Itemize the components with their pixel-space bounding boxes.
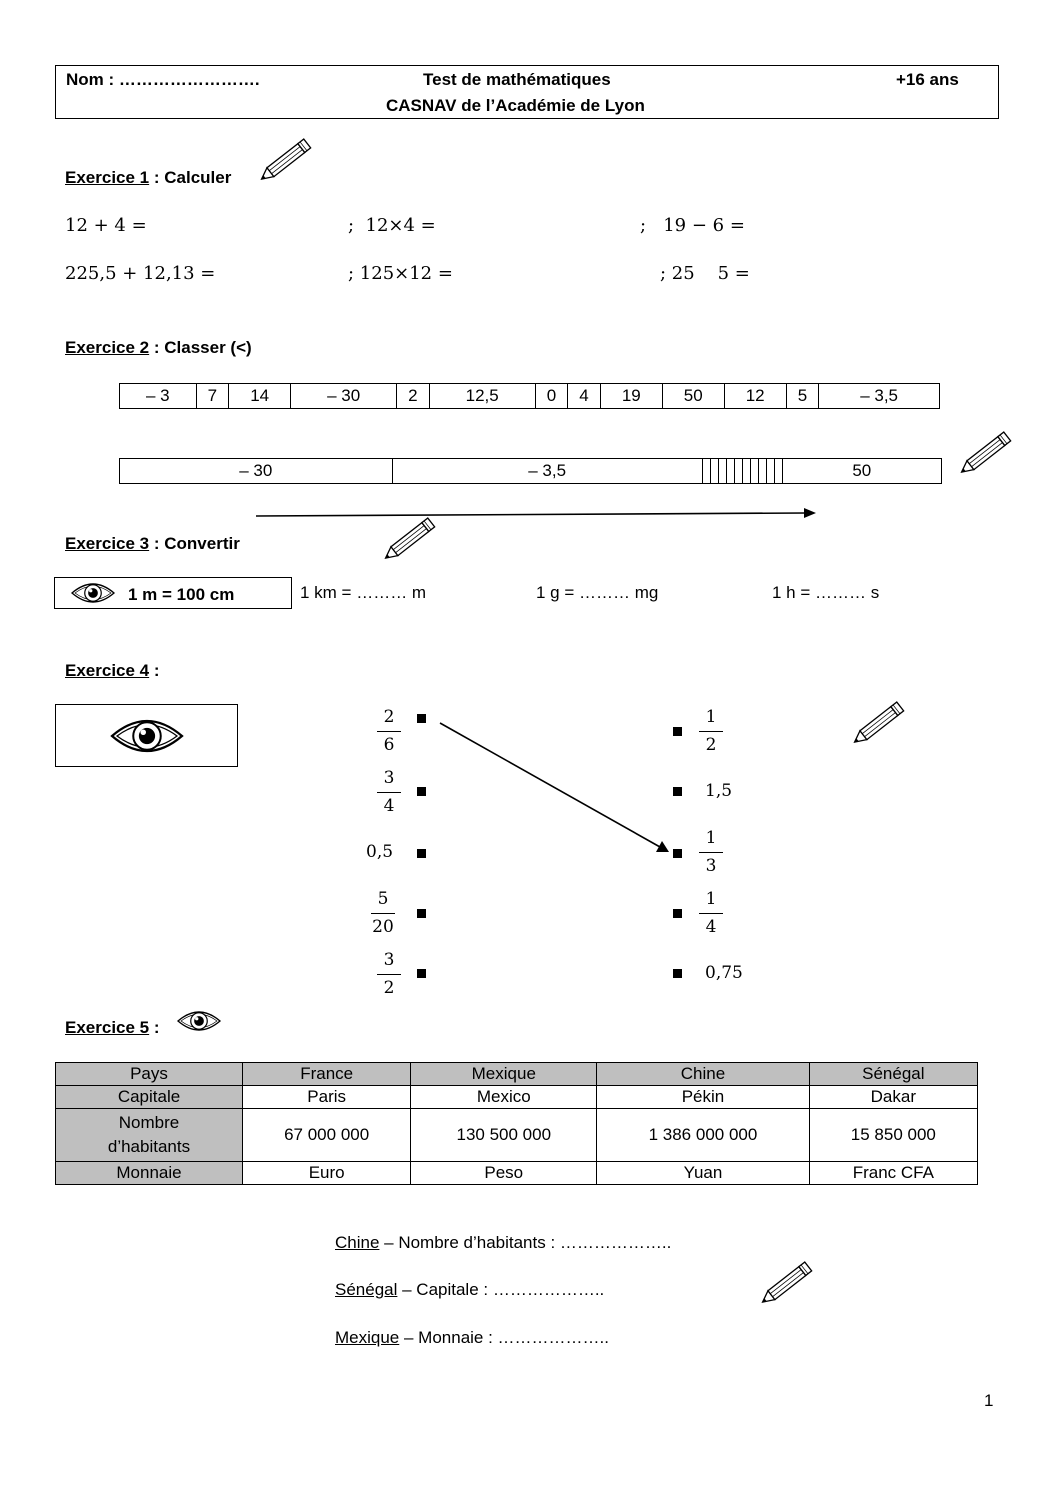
denominator: 3	[705, 856, 717, 876]
number-cell: 2	[397, 384, 430, 409]
left-value-1	[369, 706, 409, 756]
conversion-example: 1 m = 100 cm	[128, 585, 235, 604]
question-mexico	[335, 1328, 609, 1348]
denominator: 20	[372, 917, 394, 937]
conversion-h: 1 h = ……… s	[772, 583, 880, 602]
row-header-line: Nombre	[118, 1113, 180, 1132]
currency-cell: Franc CFA	[809, 1162, 977, 1185]
exercise-3-title	[65, 534, 240, 554]
test-title: Test de mathématiques	[423, 70, 611, 89]
left-dot[interactable]	[417, 969, 426, 978]
conversion-g: 1 g = ……… mg	[536, 583, 659, 602]
left-value-3: 0,5	[366, 842, 394, 862]
ex1-op-4: 225,5 + 12,13 =	[65, 263, 216, 284]
population-cell: 15 850 000	[809, 1109, 977, 1162]
right-value-1	[691, 706, 731, 756]
table-row	[56, 1063, 978, 1086]
right-dot[interactable]	[673, 909, 682, 918]
numerator: 1	[705, 707, 717, 727]
ex1-op-6: ; 25 5 =	[660, 263, 750, 284]
left-value-5	[369, 949, 409, 999]
denominator: 2	[383, 978, 395, 998]
right-value-3	[691, 827, 731, 877]
number-cell: 19	[600, 384, 662, 409]
number-cell: – 30	[291, 384, 397, 409]
table-row	[56, 1162, 978, 1185]
denominator: 6	[383, 735, 395, 755]
right-dot[interactable]	[673, 969, 682, 978]
capital-cell: Paris	[243, 1086, 411, 1109]
denominator: 2	[705, 735, 717, 755]
number-cell: 50	[662, 384, 724, 409]
left-dot[interactable]	[417, 909, 426, 918]
exercise-1-title	[65, 168, 231, 188]
exercise-4-title	[65, 661, 160, 681]
right-value-2: 1,5	[705, 781, 733, 801]
country-cell: France	[243, 1063, 411, 1086]
country-cell: Chine	[597, 1063, 809, 1086]
answer-cell[interactable]	[734, 459, 742, 484]
numerator: 1	[705, 889, 717, 909]
exercise-1-label: Exercice 1	[65, 168, 150, 187]
row-header: Pays	[56, 1063, 243, 1086]
table-row	[56, 1086, 978, 1109]
exercise-2-label: Exercice 2	[65, 338, 150, 357]
name-field: Nom : …………………….	[66, 70, 260, 89]
left-value-4	[363, 888, 403, 938]
ex1-op-1: 12 + 4 =	[65, 215, 147, 236]
pencil-icon	[845, 698, 911, 754]
ex1-op-2: ; 12×4 =	[348, 215, 436, 236]
pencil-icon	[753, 1258, 819, 1314]
conversion-km: 1 km = ……… m	[300, 583, 427, 602]
countries-table	[55, 1062, 978, 1185]
capital-cell: Pékin	[597, 1086, 809, 1109]
answer-cell[interactable]	[742, 459, 750, 484]
answer-cell[interactable]	[758, 459, 766, 484]
number-cell: 12,5	[429, 384, 535, 409]
numerator: 3	[383, 768, 395, 788]
academy-subtitle: CASNAV de l’Académie de Lyon	[386, 96, 645, 115]
population-cell: 1 386 000 000	[597, 1109, 809, 1162]
number-cell: 5	[786, 384, 819, 409]
order-arrow	[254, 506, 824, 522]
currency-cell: Yuan	[597, 1162, 809, 1185]
answer-cell[interactable]	[750, 459, 758, 484]
capital-cell: Dakar	[809, 1086, 977, 1109]
left-value-2	[369, 767, 409, 817]
number-cell: 7	[196, 384, 229, 409]
number-cell: 4	[568, 384, 601, 409]
exercise-3-label: Exercice 3	[65, 534, 150, 553]
right-value-5: 0,75	[705, 963, 743, 983]
row-header-line: d’habitants	[107, 1137, 191, 1156]
eye-icon	[65, 578, 121, 608]
left-dot[interactable]	[417, 714, 426, 723]
exercise-3-instruction: : Convertir	[149, 534, 240, 553]
answer-cell: – 30	[120, 459, 393, 484]
currency-cell: Euro	[243, 1162, 411, 1185]
number-cell: – 3	[120, 384, 197, 409]
row-header-population	[56, 1109, 243, 1162]
right-value-4	[691, 888, 731, 938]
exercise-5-label: Exercice 5	[65, 1018, 150, 1037]
header-box	[55, 65, 999, 119]
example-box	[55, 704, 238, 767]
question-text: – Monnaie : ………………..	[399, 1328, 609, 1347]
ex1-op-5: ; 125×12 =	[348, 263, 453, 284]
numerator: 1	[705, 828, 717, 848]
exercise-4-label: Exercice 4	[65, 661, 150, 680]
answer-cell[interactable]	[726, 459, 734, 484]
question-china	[335, 1233, 671, 1253]
number-cell: 0	[535, 384, 568, 409]
answer-cell: – 3,5	[392, 459, 702, 484]
pencil-icon	[376, 514, 442, 570]
numerator: 3	[383, 950, 395, 970]
country-cell: Mexique	[411, 1063, 597, 1086]
example-match-arrow	[436, 718, 686, 868]
denominator: 4	[383, 796, 395, 816]
number-cell: – 3,5	[819, 384, 940, 409]
question-senegal	[335, 1280, 604, 1300]
denominator: 4	[705, 917, 717, 937]
exercise-5-title	[65, 1018, 160, 1038]
left-dot[interactable]	[417, 787, 426, 796]
exercise-2-instruction: : Classer (<)	[149, 338, 252, 357]
page-number: 1	[984, 1391, 994, 1410]
answer-cell[interactable]	[702, 459, 710, 484]
exercise-2-title	[65, 338, 252, 358]
numbers-to-sort-table	[119, 383, 940, 409]
numerator: 2	[383, 707, 395, 727]
exercise-4-instruction: :	[149, 661, 160, 680]
capital-cell: Mexico	[411, 1086, 597, 1109]
answer-cell[interactable]	[766, 459, 774, 484]
country-cell: Sénégal	[809, 1063, 977, 1086]
question-country: Sénégal	[335, 1280, 398, 1299]
numerator: 5	[377, 889, 389, 909]
exercise-1-instruction: : Calculer	[149, 168, 232, 187]
conversion-example-box	[54, 577, 292, 609]
question-country: Mexique	[335, 1328, 400, 1347]
sorted-answer-table	[119, 458, 942, 484]
pencil-icon	[252, 135, 318, 191]
question-text: – Nombre d’habitants : ………………..	[379, 1233, 672, 1252]
row-header: Capitale	[56, 1086, 243, 1109]
eye-icon	[171, 1006, 227, 1036]
number-cell: 14	[229, 384, 291, 409]
table-row	[56, 1109, 978, 1162]
left-dot[interactable]	[417, 849, 426, 858]
population-cell: 67 000 000	[243, 1109, 411, 1162]
answer-cell: 50	[782, 459, 941, 484]
pencil-icon	[952, 428, 1018, 484]
answer-cell[interactable]	[774, 459, 782, 484]
eye-icon	[109, 711, 185, 761]
population-cell: 130 500 000	[411, 1109, 597, 1162]
question-text: – Capitale : ………………..	[397, 1280, 605, 1299]
exercise-5-instruction: :	[149, 1018, 160, 1037]
question-country: Chine	[335, 1233, 380, 1252]
answer-cell[interactable]	[710, 459, 718, 484]
number-cell: 12	[724, 384, 786, 409]
currency-cell: Peso	[411, 1162, 597, 1185]
ex1-op-3: ; 19 − 6 =	[640, 215, 745, 236]
row-header: Monnaie	[56, 1162, 243, 1185]
answer-cell[interactable]	[718, 459, 726, 484]
age-label: +16 ans	[896, 70, 959, 89]
